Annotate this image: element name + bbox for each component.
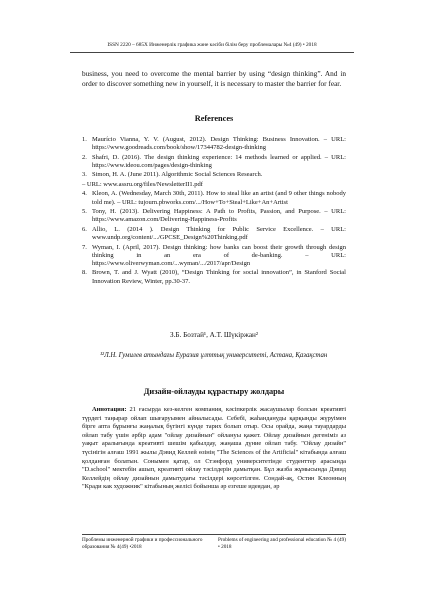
reference-item <box>82 269 346 285</box>
abstract-text: 21 ғасырда кез-келген компания, кәсіпкерлік жасаушылар болсын креативті түрдегі таңырар ойлап шығаруымен айналысады. Себебі, жаһандануды қарқынды жүруімен бірге аптa бұрынғы жаңалық бүгінгі күнде тарих болып отыр. Осы орайда, жаңа тауардарды ойлап табу үшін әрбір адам "ойлау дизайнын" ойлануы қажет. Ойлау дизайнын дегеніміз аз уақыт аралығында креативті шешім қабылдау, жаңаша дүние ойлап табу. "Ойлау дизайн" түсінігін алғаш 1991 жылы Дэвид Келлей өзінің "The Sciences of the Artificial" кітабында алғаш қолданған болатын. Сонымен қатар, ол Стэнфорд университетінде студенттер арасында "D.school" мектебін ашып, креативті ойлау тәсілдерін дамытқан. Бұл жазба жұмысында Дэвид Келлейдің ойлау дизайнын дамытудағы тәсілдері көрсетілген. Сондай-ақ, Остин Клеонның "Кради как художник" кітабының желісі бойынша әр езгеше идеядан, әр <box>82 406 346 491</box>
reference-number: 1. <box>82 136 87 143</box>
reference-item <box>82 171 346 179</box>
running-header: ISSN 2220 – 685X Инженерлік графика және кәсіби білім беру проблемалары №4 (49) • 2018 <box>107 42 317 48</box>
footer-right: Problems of engineering and professional education № 4 (49) • 2018 <box>218 537 346 550</box>
reference-number: 5. <box>82 208 87 216</box>
reference-number: 6. <box>82 225 87 233</box>
article-affiliation: ¹²Л.Н. Гумилев атындағы Еуразия ұлттық университеті, Астана, Қазақстан <box>100 352 328 359</box>
reference-text: Tony, H. (2013). Delivering Happiness: A Path to Profits, Passion, and Purpose. – URL: https://www.amazon.com/Delivering-Happiness-Profits <box>92 208 346 224</box>
article-authors: З.Б. Бозтай¹, А.Т. Шүкіржан² <box>169 331 259 339</box>
reference-item <box>82 208 346 224</box>
reference-item <box>82 226 346 242</box>
reference-number: 3. <box>82 171 87 179</box>
footer-divider <box>82 534 346 535</box>
references-heading: References <box>194 114 234 123</box>
reference-text: Maurício Vianna, Y. V. (August, 2012). Design Thinking: Business Innovation. – URL: https://www.goodreads.com/book/show/17344782-design-thinking <box>92 136 346 152</box>
reference-text: Simon, H. A. (June 2011). Algorithmic Social Sciences Research. <box>92 171 263 179</box>
reference-item <box>82 136 346 152</box>
reference-number: 7. <box>82 243 87 251</box>
reference-text: Kleon, A. (Wednesday, March 30th, 2011). How to steal like an artist (and 9 other things nobody told me). – URL: tujourn.pbworks.com/.../How+To+Steal+Like+An+Artist <box>92 190 346 206</box>
reference-number: 8. <box>82 269 87 277</box>
reference-number: 4. <box>82 190 87 198</box>
intro-paragraph: business, you need to overcome the mental barrier by using “design thinking”. And in order to discover something new in yourself, it is necessary to master the barrier for fear. <box>82 69 346 88</box>
reference-text: – URL: www.assru.org/files/NewsletterII1.pdf <box>82 180 203 188</box>
references-list <box>82 136 346 287</box>
header-divider <box>70 52 354 53</box>
reference-number: 2. <box>82 153 87 161</box>
reference-text: Wyman, I. (April, 2017). Design thinking: how banks can boost their growth through design thinking in an era of de-banking. – URL: https://www.oliverwyman.com/...wyman/.../2017/apr/Design <box>92 243 346 267</box>
reference-item <box>82 190 346 206</box>
abstract-label: Аннотация: <box>92 406 127 413</box>
reference-item <box>82 154 346 170</box>
reference-item <box>82 244 346 269</box>
article-title: Дизайн-ойлауды құрастыру жолдары <box>143 387 285 396</box>
reference-text: Brown, T. and J. Wyatt (2010), “Design Thinking for social innovation”, in Stanford Social Innovation Review, Winter, pp.30-37. <box>92 269 346 285</box>
reference-item <box>82 181 346 189</box>
abstract-paragraph <box>82 406 346 492</box>
reference-text: Allio, L. (2014 ). Design Thinking for Public Service Excellence. – URL: www.undp.org/content/.../GPCSE_Design%20Thinking.pdf <box>92 225 346 242</box>
footer-left: Проблемы инженерной графики и профессионального образования № 4(49) •2018 <box>82 537 203 550</box>
reference-text: Shafri, D. (2016). The design thinking experience: 14 methods learned or applied. – URL: https://www.ideou.com/pages/design-thinking <box>92 153 346 169</box>
